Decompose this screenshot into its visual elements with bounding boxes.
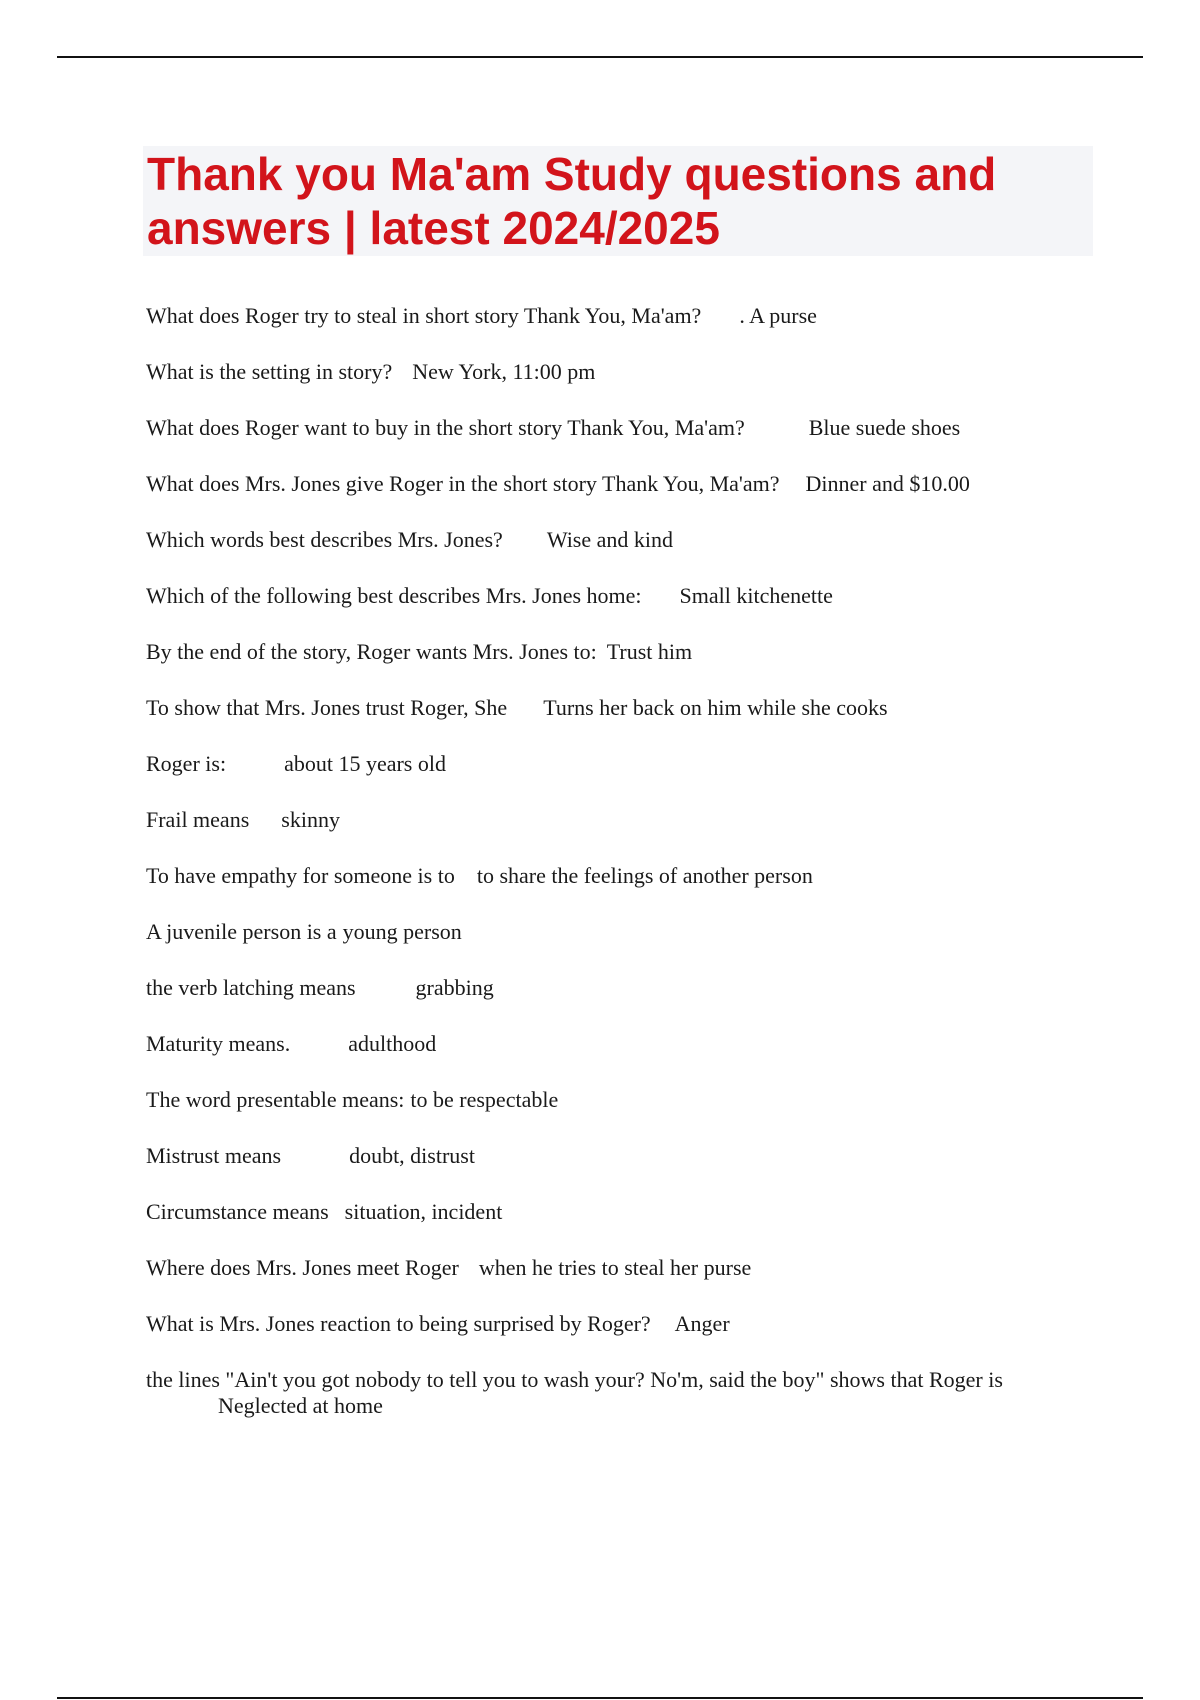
qa-item: [146, 1248, 1106, 1304]
qa-item: [146, 1304, 1106, 1360]
answer-text: doubt, distrust: [349, 1143, 475, 1168]
qa-item: [146, 1080, 1106, 1136]
question-text: A juvenile person is a: [146, 919, 337, 944]
question-text: By the end of the story, Roger wants Mrs. Jones to:: [146, 639, 597, 664]
question-text: What is Mrs. Jones reaction to being surprised by Roger?: [146, 1311, 651, 1336]
answer-text: Anger: [674, 1311, 730, 1336]
question-text: Which of the following best describes Mrs. Jones home:: [146, 583, 642, 608]
qa-item: [146, 1024, 1106, 1080]
question-text: What does Mrs. Jones give Roger in the short story Thank You, Ma'am?: [146, 471, 780, 496]
question-text: Roger is:: [146, 751, 227, 776]
qa-item: [146, 1136, 1106, 1192]
qa-item: [146, 1360, 1106, 1423]
top-rule: [57, 56, 1143, 58]
qa-item: [146, 968, 1106, 1024]
question-text: Circumstance means: [146, 1199, 329, 1224]
qa-item: [146, 576, 1106, 632]
qa-item: [146, 632, 1106, 688]
answer-text: New York, 11:00 pm: [412, 359, 596, 384]
question-text: The word presentable means:: [146, 1087, 405, 1112]
bottom-rule: [57, 1697, 1143, 1699]
qa-item: [146, 800, 1106, 856]
answer-text: Neglected at home: [218, 1393, 383, 1418]
qa-item: [146, 856, 1106, 912]
answer-text: . A purse: [739, 303, 817, 328]
qa-item: [146, 352, 1106, 408]
question-text: Where does Mrs. Jones meet Roger: [146, 1255, 459, 1280]
answer-text: to share the feelings of another person: [476, 863, 813, 888]
question-text: What is the setting in story?: [146, 359, 393, 384]
answer-text: when he tries to steal her purse: [478, 1255, 752, 1280]
title-banner: [143, 146, 1093, 256]
question-text: Frail means: [146, 807, 250, 832]
question-text: To have empathy for someone is to: [146, 863, 455, 888]
answer-text: Trust him: [606, 639, 693, 664]
answer-text: adulthood: [348, 1031, 437, 1056]
answer-text: grabbing: [415, 975, 494, 1000]
qa-item: [146, 744, 1106, 800]
document-title: Thank you Ma'am Study questions and answers | latest 2024/2025: [147, 148, 997, 254]
answer-text: skinny: [281, 807, 340, 832]
question-text: the verb latching means: [146, 975, 356, 1000]
qa-item: [146, 296, 1106, 352]
qa-item: [146, 912, 1106, 968]
answer-text: Turns her back on him while she cooks: [543, 695, 888, 720]
qa-item: [146, 464, 1106, 520]
question-text: What does Roger try to steal in short story Thank You, Ma'am?: [146, 303, 702, 328]
qa-item: [146, 520, 1106, 576]
qa-item: [146, 408, 1106, 464]
question-text: Mistrust means: [146, 1143, 282, 1168]
qa-item: [146, 688, 1106, 744]
answer-text: situation, incident: [344, 1199, 503, 1224]
answer-text: about 15 years old: [284, 751, 446, 776]
question-text: Which words best describes Mrs. Jones?: [146, 527, 503, 552]
question-text: To show that Mrs. Jones trust Roger, She: [146, 695, 508, 720]
qa-item: [146, 1192, 1106, 1248]
question-text: What does Roger want to buy in the short story Thank You, Ma'am?: [146, 415, 745, 440]
answer-text: Wise and kind: [546, 527, 674, 552]
question-text: Maturity means.: [146, 1031, 291, 1056]
answer-text: Small kitchenette: [679, 583, 833, 608]
qa-list: [146, 296, 1106, 1423]
answer-text: Dinner and $10.00: [805, 471, 970, 496]
answer-text: to be respectable: [410, 1087, 559, 1112]
answer-text: young person: [342, 919, 462, 944]
answer-text: Blue suede shoes: [808, 415, 961, 440]
question-text: the lines "Ain't you got nobody to tell you to wash your? No'm, said the boy" shows that Roger is: [146, 1367, 1003, 1392]
